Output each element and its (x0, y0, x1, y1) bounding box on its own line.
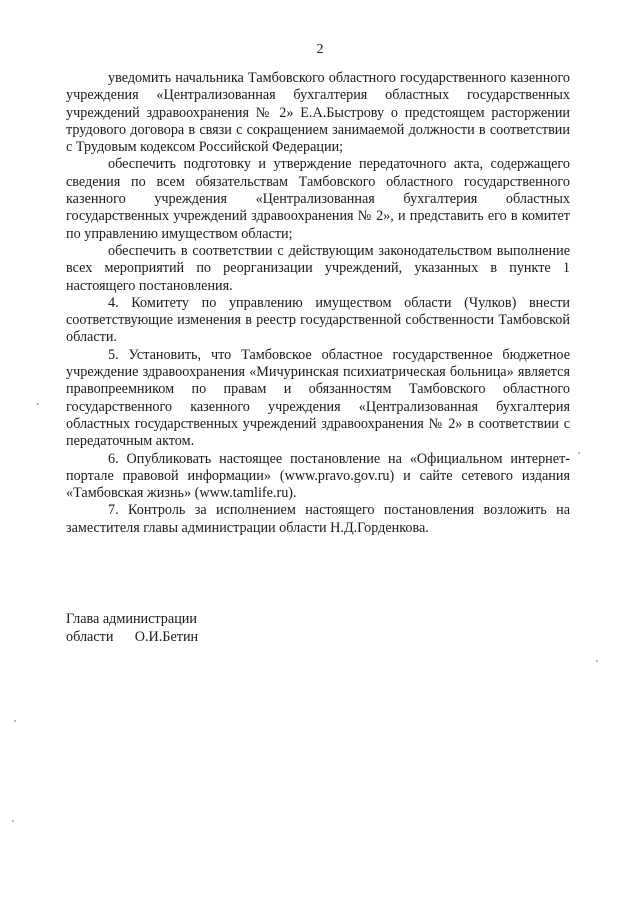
scan-speck (596, 660, 598, 662)
scan-speck (37, 403, 39, 405)
paragraph-item-7: 7. Контроль за исполнением настоящего постановления возложить на заместителя главы администрации области Н.Д.Горденкова. (66, 502, 570, 536)
signature-region: области (66, 629, 114, 645)
scan-speck (14, 720, 16, 722)
paragraph-item-6: 6. Опубликовать настоящее постановление на «Официальном интернет-портале правовой информации» (www.pravo.gov.ru) и сайте сетевого издания «Тамбовская жизнь» (www.tamlife.ru). (66, 450, 570, 502)
paragraph-transfer-act: обеспечить подготовку и утверждение передаточного акта, содержащего сведения по всем обязательствам Тамбовского областного государственного казенного учреждения «Централизованная бухгалтерия областных государственных учреждений здравоохранения № 2», и представить его в комитет по управлению имуществом области; (66, 156, 570, 242)
scan-speck (578, 452, 580, 454)
paragraph-item-4: 4. Комитету по управлению имуществом области (Чулков) внести соответствующие изменения в реестр государственной собственности Тамбовской области. (66, 294, 570, 346)
scan-speck (12, 820, 14, 822)
paragraph-notify-head: уведомить начальника Тамбовского областного государственного казенного учреждения «Централизованная бухгалтерия областных государственных учреждений здравоохранения № 2» Е.А.Быстрову о предстоящем расторжении трудового договора в связи с сокращением занимаемой должности в соответствии с Трудовым кодексом Российской Федерации; (66, 70, 570, 156)
signer-name: О.И.Бетин (134, 629, 199, 645)
signature-block (66, 610, 198, 646)
signature-name-line (66, 628, 198, 646)
document-body (66, 70, 570, 537)
paragraph-item-5: 5. Установить, что Тамбовское областное государственное бюджетное учреждение здравоохранения «Мичуринская психиатрическая больница» является правопреемником по правам и обязанностям Тамбовского областного государственного казенного учреждения «Централизованная бухгалтерия областных государственных учреждений здравоохранения № 2» в соответствии с передаточным актом. (66, 346, 570, 450)
signature-title: Глава администрации (66, 611, 197, 627)
page-number: 2 (316, 42, 324, 57)
paragraph-reorganization-measures: обеспечить в соответствии с действующим законодательством выполнение всех мероприятий по реорганизации учреждений, указанных в пункте 1 настоящего постановления. (66, 242, 570, 294)
